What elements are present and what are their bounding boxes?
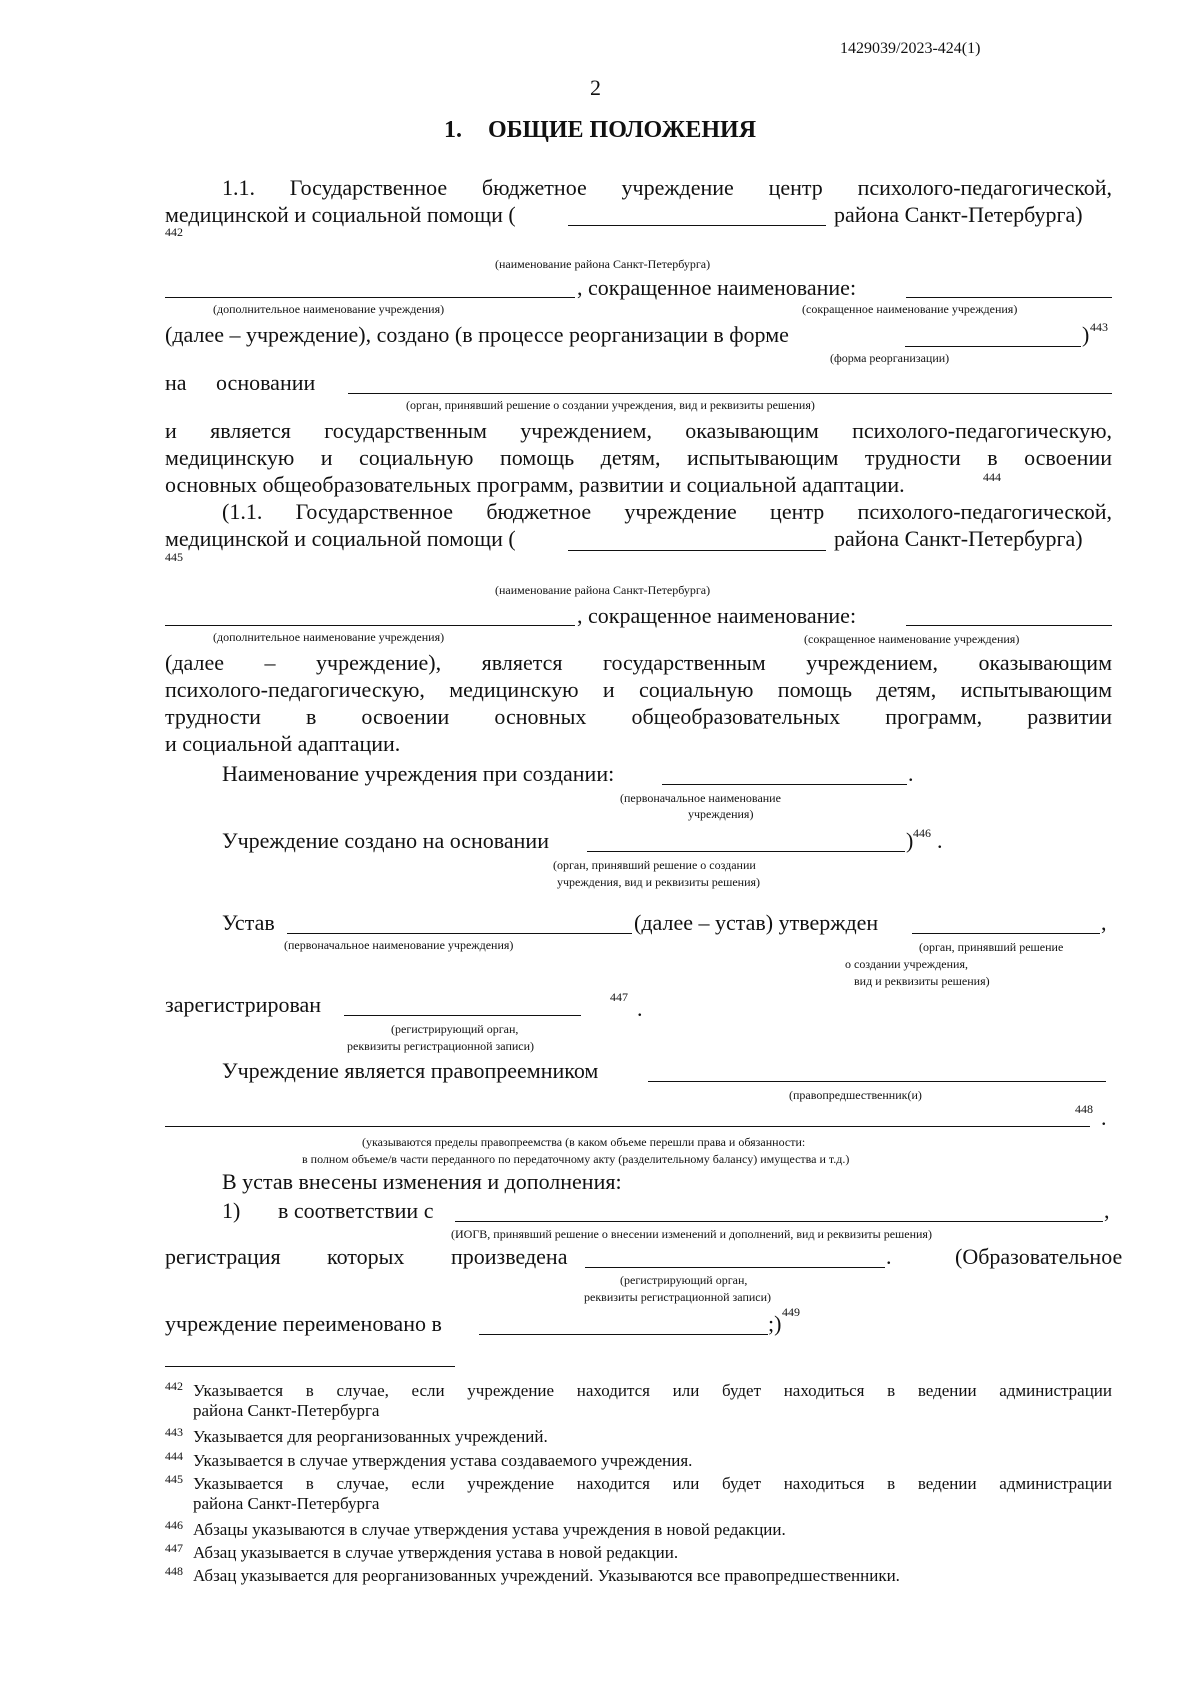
initial-name-blank[interactable] [662,784,907,785]
footnote-443 [165,1427,548,1447]
section-heading-title: ОБЩИЕ ПОЛОЖЕНИЯ [487,117,757,143]
footnote-ref-448: 448 [1075,1102,1093,1116]
paragraph-alt-line-7: и социальной адаптации. [165,731,401,756]
charter-initial-name-blank[interactable] [287,933,632,934]
paragraph-alt-line-1: (1.1. Государственное бюджетное учреждение центр психолого-педагогической, [222,500,1112,524]
caption-registration-2: реквизиты регистрационной записи) [347,1039,535,1053]
footnote-445 [165,1474,1112,1514]
amendment-registration-end: . [886,1244,892,1269]
amendments-heading: В устав внесены изменения и дополнения: [222,1169,622,1194]
paragraph-1-1-line-2-start: медицинской и социальной помощи ( [165,202,516,227]
footnote-ref-445: 445 [165,550,183,564]
paragraph-alt-line-5: психолого-педагогическую, медицинскую и социальную помощь детям, испытывающим [165,678,1112,702]
paragraph-1-1-line-2-end: района Санкт-Петербурга) [834,202,1083,227]
short-name-blank[interactable] [906,297,1112,298]
caption-created-organ-2: учреждения, вид и реквизиты решения) [557,875,761,889]
caption-short-name: (сокращенное наименование учреждения) [802,302,1018,316]
footnote-text: Указывается в случае утверждения устава создаваемого учреждения. [193,1451,693,1470]
document-number: 1429039/2023-424(1) [840,40,981,57]
registered-label: зарегистрирован [165,992,322,1017]
basis-word-2: основании [216,370,316,395]
amendment-registration-after: (Образовательное [955,1244,1123,1269]
footnote-446 [165,1520,786,1540]
caption-district-name: (наименование района Санкт-Петербурга) [495,257,711,271]
created-basis-dot: . [937,828,943,853]
footnote-text: района Санкт-Петербурга [193,1494,380,1513]
footnote-number: 442 [165,1379,183,1393]
registered-blank[interactable] [344,1015,581,1016]
section-heading [0,117,1200,144]
paragraph-alt-line-4: (далее – учреждение), является государственным учреждением, оказывающим [165,651,1112,675]
caption-created-organ-1: (орган, принявший решение о создании [553,858,756,872]
caption-initial-name-2: учреждения) [688,807,754,821]
caption-succession-limits-1: (указываются пределы правопреемства (в каком объеме перешли права и обязанности: [362,1135,806,1149]
succession-end: . [1101,1105,1107,1130]
footnote-text: Указывается в случае, если учреждение находится или будет находиться в ведении администрации [193,1381,1112,1400]
footnote-ref-442: 442 [165,225,183,239]
additional-name-blank[interactable] [165,297,575,298]
footnote-number: 443 [165,1425,183,1439]
amendment-iogv-blank[interactable] [455,1221,1103,1222]
caption-short-name-2: (сокращенное наименование учреждения) [804,632,1020,646]
caption-registration-1: (регистрирующий орган, [391,1022,519,1036]
footnote-text: Абзацы указываются в случае утверждения устава учреждения в новой редакции. [193,1520,786,1539]
caption-succession-limits-2: в полном объеме/в части переданного по передаточному акту (разделительному балансу) имущества и т.д.) [302,1152,850,1166]
footnote-ref-446: 446 [913,826,931,840]
footnote-442 [165,1381,1112,1421]
footnote-text: района Санкт-Петербурга [193,1401,380,1420]
footnote-number: 445 [165,1472,183,1486]
basis-word-1: на [165,370,187,395]
caption-charter-organ-3: вид и реквизиты решения) [854,974,990,988]
caption-predecessor: (правопредшественник(и) [789,1088,922,1102]
registration-word-2: которых [327,1244,405,1269]
footnote-447 [165,1543,678,1563]
section-heading-number: 1. [443,117,462,143]
footnote-ref-443: 443 [1090,320,1108,334]
reorganization-form-blank[interactable] [905,346,1081,347]
paragraph-1-1-line-8: основных общеобразовательных программ, развитии и социальной адаптации. [165,472,905,497]
caption-initial-name-1: (первоначальное наименование [620,791,781,805]
charter-end: , [1101,910,1107,935]
district-name-blank-2[interactable] [568,550,826,551]
caption-district-name-2: (наименование района Санкт-Петербурга) [495,583,711,597]
caption-iogv: (ИОГВ, принявший решение о внесении изменений и дополнений, вид и реквизиты решения) [451,1227,932,1241]
created-basis-blank[interactable] [587,851,905,852]
renamed-label: учреждение переименовано в [165,1311,442,1336]
footnote-number: 447 [165,1541,183,1555]
caption-reorganization-form: (форма реорганизации) [830,351,950,365]
created-basis-label: Учреждение создано на основании [222,828,549,853]
initial-name-end: . [908,761,914,786]
paragraph-alt-line-2-end: района Санкт-Петербурга) [834,526,1083,551]
registration-word-3: произведена [451,1244,568,1269]
footnote-444 [165,1451,692,1471]
amendment-item-label: в соответствии с [278,1198,434,1223]
caption-amendment-registration-1: (регистрирующий орган, [620,1273,748,1287]
footnote-number: 444 [165,1449,183,1463]
renamed-end: ;) [768,1311,782,1336]
footnote-text: Абзац указывается в случае утверждения устава в новой редакции. [193,1543,679,1562]
paragraph-alt-line-2-start: медицинской и социальной помощи ( [165,526,516,551]
caption-additional-name-2: (дополнительное наименование учреждения) [213,630,445,644]
paragraph-1-1-line-4-close: ) [1082,322,1090,347]
footnote-ref-449: 449 [782,1305,800,1319]
renamed-blank[interactable] [479,1334,768,1335]
caption-charter-organ-2: о создании учреждения, [845,957,968,971]
successor-label: Учреждение является правопреемником [222,1058,599,1083]
caption-founding-organ: (орган, принявший решение о создании учреждения, вид и реквизиты решения) [406,398,815,412]
page-number: 2 [590,75,601,100]
footnote-number: 446 [165,1518,183,1532]
footnote-number: 448 [165,1564,183,1578]
footnote-text: Абзац указывается для реорганизованных учреждений. Указываются все правопредшественники. [193,1566,900,1585]
short-name-label-2: , сокращенное наименование: [577,603,857,628]
paragraph-1-1-line-7: медицинскую и социальную помощь детям, испытывающим трудности в освоении [165,446,1112,470]
paragraph-1-1-line-1: 1.1. Государственное бюджетное учреждение центр психолого-педагогической, [222,176,1112,200]
created-basis-close: ) [906,828,914,853]
initial-name-label: Наименование учреждения при создании: [222,761,615,786]
amendment-item-end: , [1104,1198,1110,1223]
paragraph-1-1-line-6: и является государственным учреждением, оказывающим психолого-педагогическую, [165,419,1112,443]
caption-charter-initial-name: (первоначальное наименование учреждения) [284,938,514,952]
footnote-448 [165,1566,900,1586]
short-name-blank-2[interactable] [906,625,1112,626]
district-name-blank[interactable] [568,225,826,226]
succession-limits-blank[interactable] [165,1126,1090,1127]
short-name-label: , сокращенное наименование: [577,275,857,300]
founding-organ-blank[interactable] [348,393,1112,394]
paragraph-alt-line-6: трудности в освоении основных общеобразовательных программ, развитии [165,705,1112,729]
registered-end: . [637,996,643,1021]
charter-label: Устав [222,910,275,935]
amendment-item-number: 1) [222,1198,241,1223]
additional-name-blank-2[interactable] [165,625,575,626]
caption-additional-name: (дополнительное наименование учреждения) [213,302,445,316]
amendment-registration-blank[interactable] [585,1267,885,1268]
footnote-ref-444: 444 [983,470,1001,484]
footnote-ref-447: 447 [610,990,628,1004]
predecessor-blank[interactable] [648,1081,1106,1082]
footnote-separator [165,1366,455,1367]
footnote-text: Указывается для реорганизованных учреждений. [193,1427,548,1446]
caption-amendment-registration-2: реквизиты регистрационной записи) [584,1290,772,1304]
caption-charter-organ-1: (орган, принявший решение [919,940,1064,954]
charter-middle: (далее – устав) утвержден [634,910,879,935]
registration-word-1: регистрация [165,1244,281,1269]
footnote-text: Указывается в случае, если учреждение находится или будет находиться в ведении администрации [193,1474,1112,1493]
paragraph-1-1-line-4: (далее – учреждение), создано (в процессе реорганизации в форме [165,322,789,347]
charter-approver-blank[interactable] [912,933,1100,934]
